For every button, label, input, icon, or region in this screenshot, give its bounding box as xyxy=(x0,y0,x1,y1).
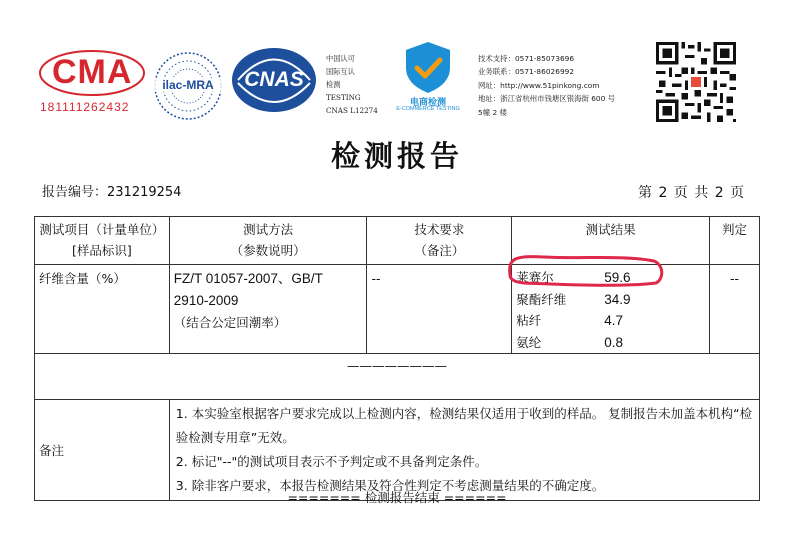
header-label: 判定 xyxy=(722,222,748,237)
fiber-value: 4.7 xyxy=(604,313,623,328)
ecommerce-testing-logo xyxy=(392,40,464,115)
contact-line: 技术支持：0571-85073696 xyxy=(478,54,575,63)
header-test-item xyxy=(35,217,170,265)
cert-line: 国际互认 xyxy=(326,67,355,76)
fiber-name: 氨纶 xyxy=(516,334,542,350)
cert-line: 检测 xyxy=(326,80,341,89)
shield-cn-text: 电商检测 xyxy=(409,98,446,108)
ilac-text: ilac-MRA xyxy=(152,78,224,92)
header-judgement xyxy=(710,217,760,265)
fiber-name: 粘纤 xyxy=(516,313,542,328)
ilac-mra-logo xyxy=(152,50,224,122)
result-row xyxy=(516,332,709,354)
certification-text xyxy=(326,52,378,117)
contact-info xyxy=(478,52,615,119)
report-number: 报告编号：231219254 xyxy=(42,185,182,200)
note-item: 3. 除非客户要求，本报告检测结果及符合性判定不考虑测量结果的不确定度。 xyxy=(175,478,605,493)
method-standard: FZ/T 01057-2007、GB/T xyxy=(173,271,323,286)
qr-code-icon xyxy=(656,42,736,122)
cell-requirement: -- xyxy=(367,265,512,354)
cma-logo xyxy=(38,48,146,118)
fiber-value: 34.9 xyxy=(604,291,631,307)
table-row xyxy=(35,265,760,354)
contact-line: 业务联系：0571-86026992 xyxy=(478,67,575,77)
notes-content xyxy=(169,400,759,501)
cert-line: CNAS L12274 xyxy=(326,106,378,115)
header-label: 测试方法 xyxy=(243,222,294,237)
cell-method xyxy=(169,265,367,354)
report-table xyxy=(34,216,760,501)
fiber-value: 0.8 xyxy=(604,334,623,350)
fiber-name: 莱赛尔 xyxy=(516,270,554,285)
header-requirement xyxy=(367,217,512,265)
cma-letters: CMA xyxy=(52,53,133,91)
header-label: [样品标识] xyxy=(72,243,132,258)
fiber-value: 59.6 xyxy=(604,270,631,285)
cnas-text: CNAS xyxy=(244,68,304,91)
note-item: 1. 本实验室根据客户要求完成以上检测内容，检测结果仅适用于收到的样品。 复制报告未加盖本机构“检验检测专用章”无效。 xyxy=(175,406,753,445)
notes-row xyxy=(35,400,760,501)
shield-en-text: E-COMMERCE TESTING xyxy=(396,106,460,112)
shield-check-icon xyxy=(392,40,464,95)
page-title: 检测报告 xyxy=(330,139,463,173)
cnas-logo xyxy=(228,45,320,115)
report-end-marker: ======= 检测报告结束 ====== xyxy=(287,490,507,505)
method-standard: 2910-2009 xyxy=(173,293,239,308)
header-label: （参数说明） xyxy=(230,243,306,258)
fiber-name: 聚酯纤维 xyxy=(516,291,567,307)
notes-label: 备注 xyxy=(35,400,170,501)
blank-row xyxy=(35,354,760,400)
result-row xyxy=(516,310,709,332)
page-indicator: 第 2 页 共 2 页 xyxy=(638,185,746,201)
header-label: 测试项目（计量单位） xyxy=(39,222,165,237)
cma-number: 181111262432 xyxy=(40,100,130,114)
method-note: （结合公定回潮率） xyxy=(173,315,287,330)
cell-test-item: 纤维含量（%） xyxy=(35,265,170,354)
header-method xyxy=(169,217,367,265)
blank-row-line: ———————— xyxy=(35,354,760,400)
cert-line: 中国认可 xyxy=(326,54,355,63)
note-item: 2. 标记"--"的测试项目表示不予判定或不具备判定条件。 xyxy=(175,454,488,469)
cell-judgement: -- xyxy=(710,265,760,354)
red-highlight-annotation xyxy=(504,249,674,293)
header-label: 测试结果 xyxy=(585,222,636,237)
header-label: 技术要求 xyxy=(414,222,465,237)
contact-line: 5幢 2 楼 xyxy=(478,107,507,117)
header-label: （备注） xyxy=(414,243,465,258)
contact-line: 网址：http://www.51pinkong.com xyxy=(478,80,600,90)
cert-line: TESTING xyxy=(326,93,361,102)
cell-results xyxy=(512,265,710,354)
contact-line: 地址：浙江省杭州市钱塘区银海街 600 号 xyxy=(478,94,616,104)
